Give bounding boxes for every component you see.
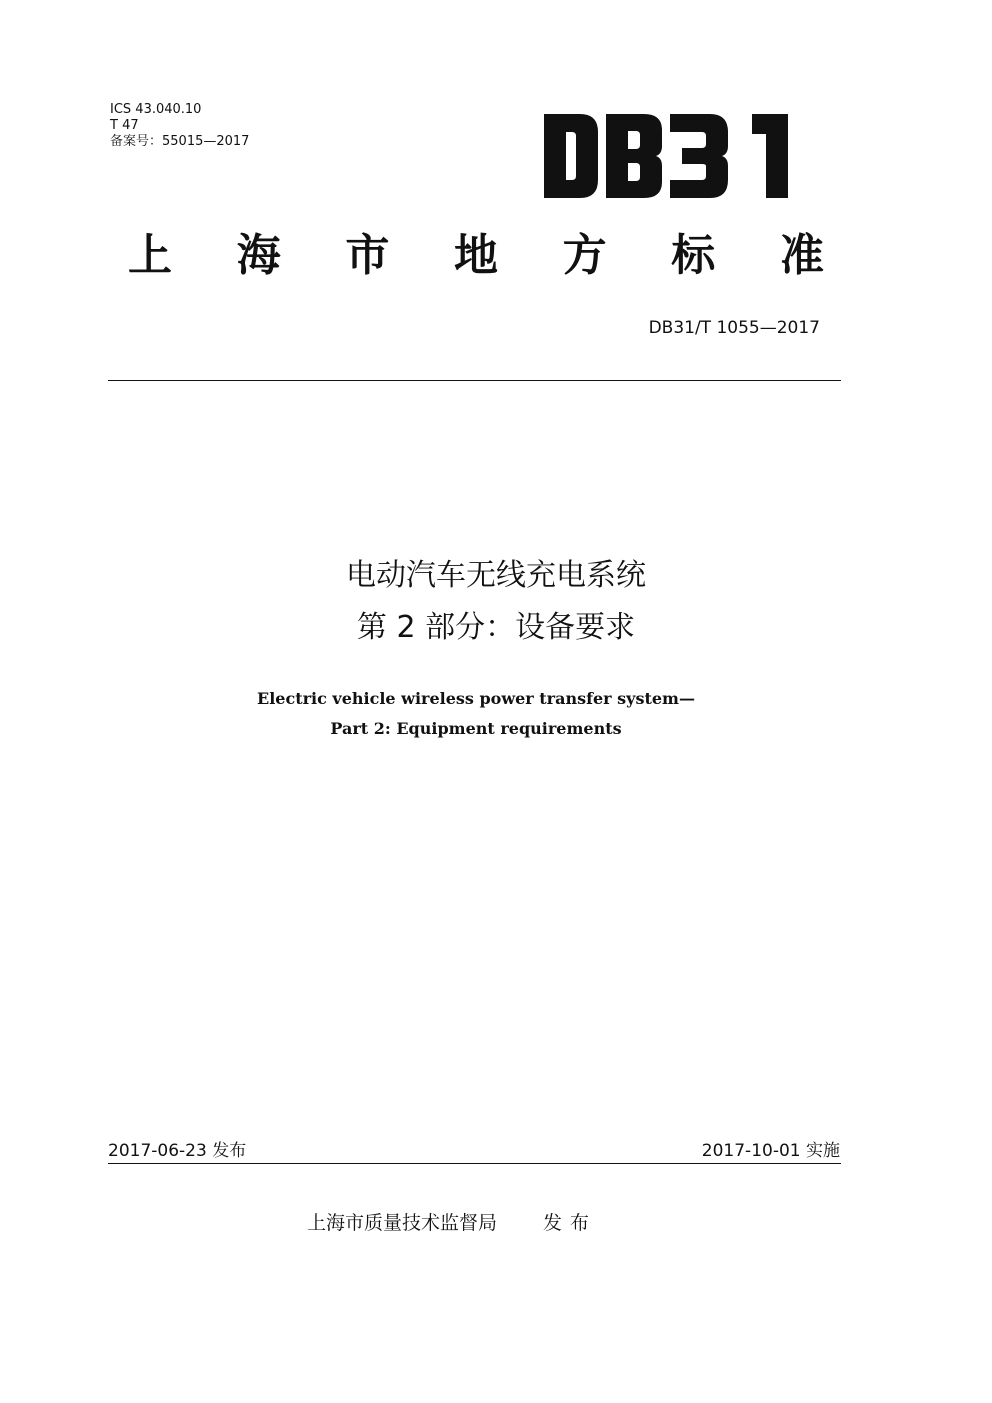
standard-type-char: 地: [453, 230, 498, 281]
filing-number: 备案号：55015—2017: [110, 134, 250, 149]
standard-type-title: [120, 226, 832, 286]
publish-date: 2017-06-23 发布: [108, 1141, 247, 1161]
title-en-line2: Part 2: Equipment requirements: [330, 719, 622, 738]
implement-date: 2017-10-01 实施: [701, 1141, 840, 1161]
title-zh-line1: 电动汽车无线充电系统: [346, 558, 646, 593]
title-zh-line2: 第 2 部分：设备要求: [356, 610, 636, 645]
publisher-name: 上海市质量技术监督局: [307, 1212, 498, 1234]
publisher-action: 发布: [543, 1212, 598, 1234]
top-divider: [108, 380, 841, 381]
standard-type-char: 海: [236, 230, 281, 281]
bottom-divider: [108, 1163, 841, 1164]
standard-type-char: 市: [345, 230, 390, 281]
document-title-en: [0, 684, 952, 744]
title-en-line1: Electric vehicle wireless power transfer system—: [257, 689, 695, 708]
standard-type-char: 准: [779, 230, 824, 281]
standard-type-char: 方: [562, 230, 607, 281]
standard-code: DB31/T 1055—2017: [648, 318, 820, 338]
standard-type-char: 标: [671, 230, 716, 281]
standard-type-char: 上: [128, 230, 172, 281]
publisher-line: [307, 1208, 597, 1235]
ics-code: ICS 43.040.10: [110, 102, 202, 117]
db31-logo: [540, 104, 792, 208]
document-title-zh: [0, 550, 992, 654]
category-code: T 47: [110, 118, 139, 133]
header-meta: [110, 102, 249, 150]
